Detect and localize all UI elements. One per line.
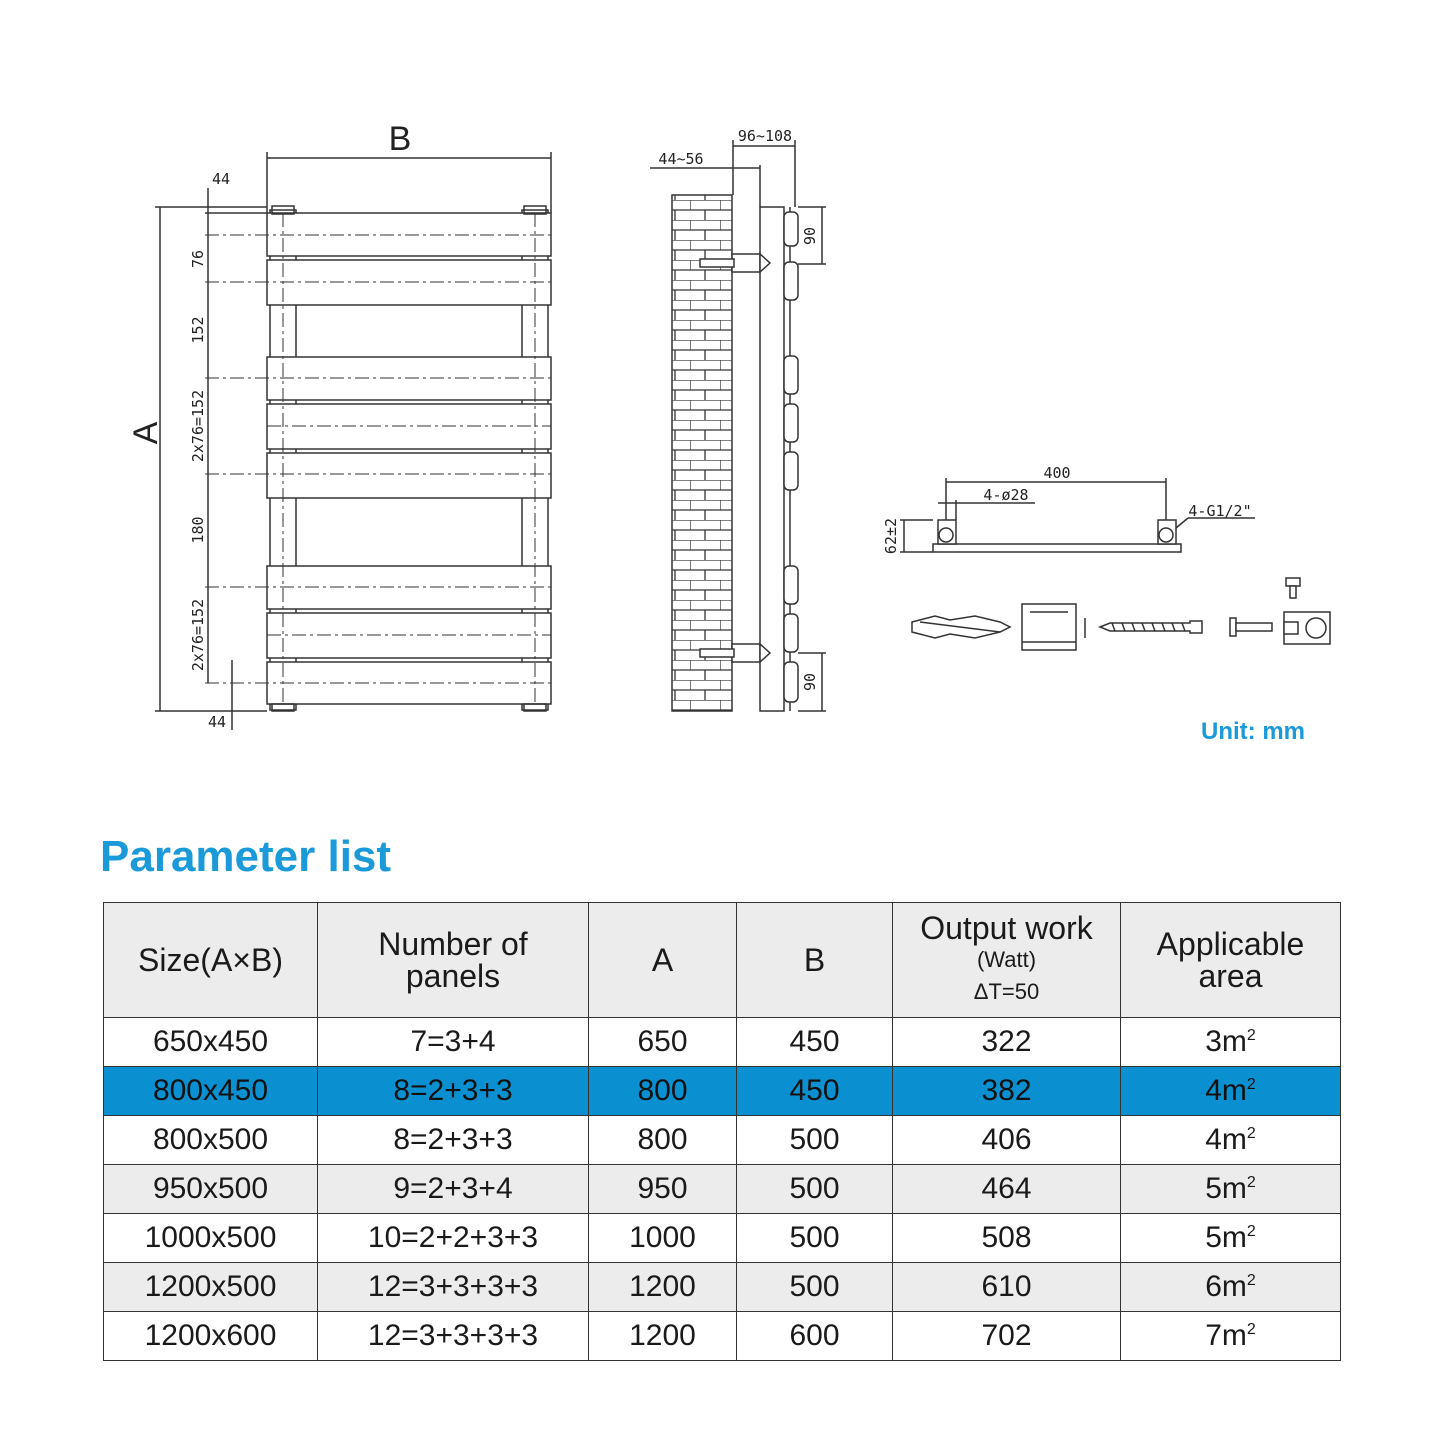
header-output: Output work (Watt) ΔT=50 bbox=[893, 903, 1121, 1018]
dim-4-holes: 4-ø28 bbox=[983, 486, 1029, 504]
front-view bbox=[155, 152, 551, 730]
dim-76: 76 bbox=[189, 249, 207, 269]
dim-top-44: 44 bbox=[211, 170, 231, 188]
table-header-row bbox=[104, 903, 1341, 1018]
cell-size: 1200x600 bbox=[104, 1312, 318, 1361]
wall-plug-icon bbox=[912, 616, 1010, 638]
unit-label: Unit: mm bbox=[1201, 718, 1305, 745]
cell-output: 702 bbox=[893, 1312, 1121, 1361]
cell-size: 650x450 bbox=[104, 1018, 318, 1067]
cell-area: $5m^2$ bbox=[1121, 1214, 1341, 1263]
dim-44-56: 44~56 bbox=[658, 150, 704, 168]
dim-152: 152 bbox=[189, 316, 207, 344]
cell-b: 500 bbox=[737, 1263, 893, 1312]
cell-output: 508 bbox=[893, 1214, 1121, 1263]
header-b: B bbox=[737, 903, 893, 1018]
cell-area: $6m^2$ bbox=[1121, 1263, 1341, 1312]
cell-panels: 12=3+3+3+3 bbox=[318, 1263, 589, 1312]
cell-area: $4m^2$ bbox=[1121, 1067, 1341, 1116]
cell-output: 610 bbox=[893, 1263, 1121, 1312]
cover-sleeve-icon bbox=[1022, 604, 1085, 650]
cell-a: 800 bbox=[589, 1116, 737, 1165]
cell-size: 800x450 bbox=[104, 1067, 318, 1116]
cell-b: 450 bbox=[737, 1018, 893, 1067]
header-panels: Number of panels bbox=[318, 903, 589, 1018]
cell-a: 1200 bbox=[589, 1263, 737, 1312]
valve-connector-icon bbox=[1284, 578, 1330, 644]
cell-a: 1200 bbox=[589, 1312, 737, 1361]
cell-size: 1200x500 bbox=[104, 1263, 318, 1312]
table-row bbox=[104, 1018, 1341, 1067]
pin-icon bbox=[1230, 618, 1272, 636]
dim-96-108: 96~108 bbox=[737, 127, 793, 145]
cell-a: 650 bbox=[589, 1018, 737, 1067]
cell-a: 1000 bbox=[589, 1214, 737, 1263]
dim-2x76-lower: 2x76=152 bbox=[189, 598, 207, 672]
cell-b: 600 bbox=[737, 1312, 893, 1361]
parameter-list-title: Parameter list bbox=[100, 832, 392, 881]
cell-area: $4m^2$ bbox=[1121, 1116, 1341, 1165]
table-row bbox=[104, 1263, 1341, 1312]
table-row bbox=[104, 1165, 1341, 1214]
table-row bbox=[104, 1312, 1341, 1361]
dim-2x76-upper: 2x76=152 bbox=[189, 389, 207, 463]
cell-b: 500 bbox=[737, 1214, 893, 1263]
dim-b-label: B bbox=[388, 120, 412, 158]
dim-bottom-44: 44 bbox=[207, 713, 227, 731]
cell-output: 406 bbox=[893, 1116, 1121, 1165]
screw-icon bbox=[1100, 621, 1202, 633]
header-size: Size(A×B) bbox=[104, 903, 318, 1018]
dim-a-label: A bbox=[127, 421, 165, 445]
cell-area: $3m^2$ bbox=[1121, 1018, 1341, 1067]
dim-180: 180 bbox=[189, 516, 207, 544]
cell-b: 450 bbox=[737, 1067, 893, 1116]
cell-b: 500 bbox=[737, 1116, 893, 1165]
cell-output: 322 bbox=[893, 1018, 1121, 1067]
dim-400: 400 bbox=[1043, 464, 1071, 482]
cell-output: 464 bbox=[893, 1165, 1121, 1214]
dim-4-thread: 4-G1/2" bbox=[1188, 502, 1252, 520]
parameter-table bbox=[103, 902, 1341, 1361]
cell-panels: 7=3+4 bbox=[318, 1018, 589, 1067]
cell-size: 800x500 bbox=[104, 1116, 318, 1165]
cell-area: $7m^2$ bbox=[1121, 1312, 1341, 1361]
cell-output: 382 bbox=[893, 1067, 1121, 1116]
table-row-highlighted bbox=[104, 1067, 1341, 1116]
cell-b: 500 bbox=[737, 1165, 893, 1214]
cell-panels: 8=2+3+3 bbox=[318, 1116, 589, 1165]
cell-panels: 10=2+2+3+3 bbox=[318, 1214, 589, 1263]
table-row bbox=[104, 1116, 1341, 1165]
dim-side-90-bottom: 90 bbox=[801, 672, 819, 692]
cell-size: 950x500 bbox=[104, 1165, 318, 1214]
dim-62: 62±2 bbox=[882, 517, 900, 555]
fixing-parts bbox=[912, 578, 1330, 650]
cell-a: 950 bbox=[589, 1165, 737, 1214]
cell-size: 1000x500 bbox=[104, 1214, 318, 1263]
cell-a: 800 bbox=[589, 1067, 737, 1116]
side-view bbox=[650, 140, 826, 711]
header-a: A bbox=[589, 903, 737, 1018]
cell-panels: 9=2+3+4 bbox=[318, 1165, 589, 1214]
dim-side-90-top: 90 bbox=[801, 226, 819, 246]
table-row bbox=[104, 1214, 1341, 1263]
cell-area: $5m^2$ bbox=[1121, 1165, 1341, 1214]
cell-panels: 8=2+3+3 bbox=[318, 1067, 589, 1116]
cell-panels: 12=3+3+3+3 bbox=[318, 1312, 589, 1361]
header-area: Applicable area bbox=[1121, 903, 1341, 1018]
